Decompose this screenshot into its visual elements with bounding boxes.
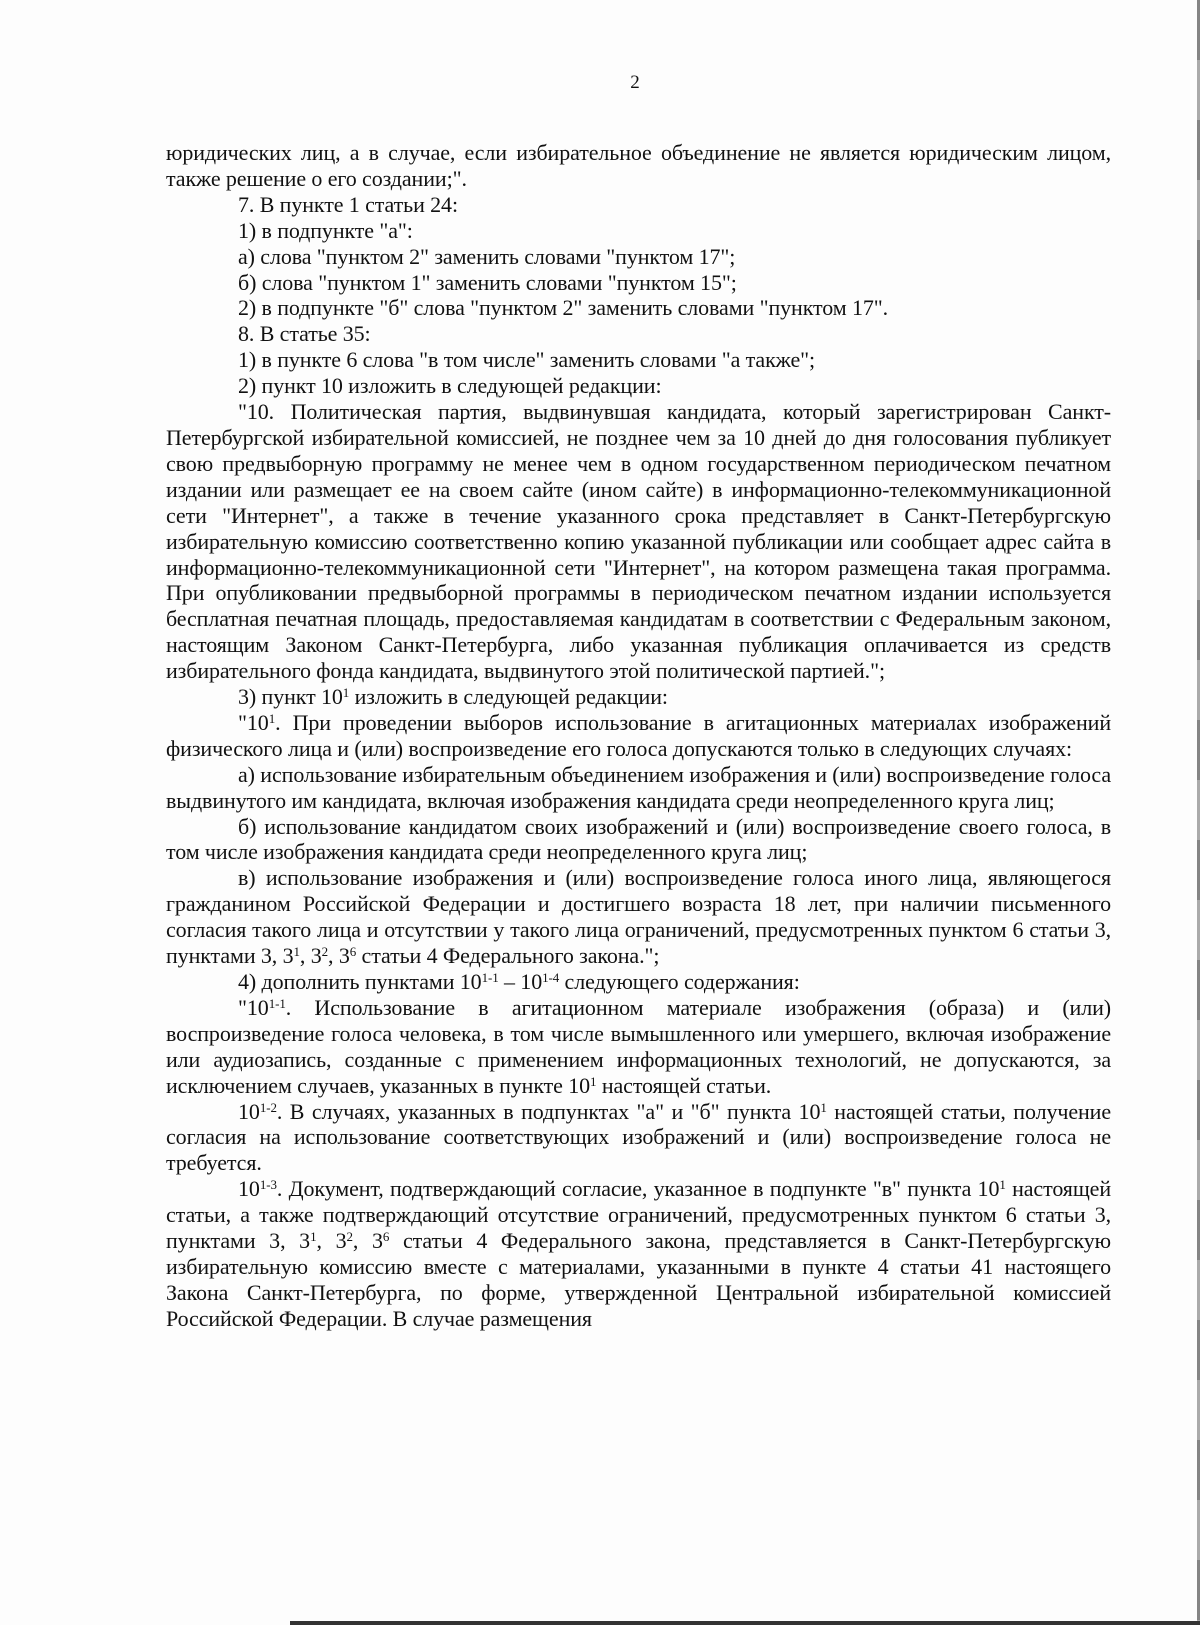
paragraph-text: статьи 4 Федерального закона.";: [356, 943, 660, 969]
paragraph: [166, 710, 1111, 762]
superscript: 1-4: [542, 970, 560, 985]
superscript: 2: [321, 944, 329, 960]
paragraph: [166, 762, 1111, 814]
paragraph: [166, 399, 1111, 684]
superscript: 1-3: [259, 1177, 277, 1193]
paragraph: [166, 1176, 1111, 1331]
superscript: 1: [342, 685, 350, 701]
paragraph: [166, 865, 1111, 969]
paragraph: [166, 295, 1111, 321]
document-body: [166, 140, 1111, 1332]
paragraph: [166, 218, 1111, 244]
superscript: 1: [590, 1073, 597, 1089]
paragraph-text: 10: [238, 1098, 260, 1124]
paragraph-text: , 3: [328, 943, 350, 969]
paragraph-text: настоящей статьи.: [596, 1072, 772, 1098]
paragraph-text: а) использование избирательным объединением изображения и (или) воспроизведение голоса выдвинутого им кандидата, включая изображения кандидата среди неопределенного круга лиц;: [166, 761, 1111, 813]
paragraph-text: 1) в пункте 6 слова "в том числе" заменить словами "а также";: [238, 347, 816, 373]
paragraph-text: 2) в подпункте "б" слова "пунктом 2" заменить словами "пунктом 17".: [238, 295, 889, 321]
paragraph-text: юридических лиц, а в случае, если избирательное объединение не является юридическим лицом, также решение о его создании;".: [166, 140, 1111, 191]
paragraph-text: – 10: [498, 969, 543, 994]
superscript: 6: [382, 1229, 390, 1245]
paragraph-text: 2) пункт 10 изложить в следующей редакции:: [238, 373, 662, 399]
superscript: 1: [293, 944, 300, 960]
superscript: 1-2: [259, 1099, 277, 1115]
superscript: 1: [999, 1177, 1006, 1193]
paragraph-text: следующего содержания:: [559, 969, 800, 994]
superscript: 1: [310, 1229, 317, 1245]
superscript: 1: [268, 710, 276, 726]
paragraph-text: "10: [238, 994, 269, 1020]
paragraph: [166, 995, 1111, 1099]
paragraph: [166, 969, 1111, 995]
paragraph: [166, 244, 1111, 270]
paragraph-text: , 3: [299, 943, 322, 969]
paragraph-text: б) слова "пунктом 1" заменить словами "пунктом 15";: [238, 269, 737, 295]
superscript: 2: [346, 1229, 353, 1245]
paragraph-text: "10. Политическая партия, выдвинувшая кандидата, который зарегистрирован Санкт-Петербургской избирательной комиссией, не позднее чем за 10 дней до дня голосования публикует свою предвыборную программу не менее чем в одном государственном периодическом печатном издании или размещает ее на своем сайте (ином сайте) в информационно-телекоммуникационной сети "Интернет", а также в течение указанного срока представляет в Санкт-Петербургскую избирательную комиссию соответственно копию указанной публикации или сообщает адрес сайта в информационно-телекоммуникационной сети "Интернет", на котором размещена такая программа. При опубликовании предвыборной программы в периодическом печатном издании используется бесплатная печатная площадь, предоставляемая кандидатам в соответствии с Федеральным законом, настоящим Законом Санкт-Петербурга, либо указанная публикация оплачивается из средств избирательного фонда кандидата, выдвинутого этой политической партией.";: [166, 399, 1111, 684]
paragraph-text: 10: [238, 1176, 260, 1202]
paragraph: [166, 321, 1111, 347]
superscript: 1-1: [481, 970, 499, 985]
paragraph-text: , 3: [316, 1228, 347, 1254]
page-number: 2: [630, 72, 640, 93]
paragraph-text: настоящей статьи, получение согласия на использование соответствующих изображений и (или) воспроизведение голоса не требуется.: [166, 1098, 1111, 1176]
paragraph-text: 8. В статье 35:: [238, 321, 371, 347]
paragraph: [166, 270, 1111, 296]
paragraph-text: статьи 4 Федерального закона, представляется в Санкт-Петербургскую избирательную комиссию вместе с материалами, указанными в пункте 4 статьи 41 настоящего Закона Санкт-Петербурга, по форме, утвержденной Центральной избирательной комиссией Российской Федерации. В случае размещения: [166, 1228, 1112, 1331]
superscript: 1: [820, 1099, 827, 1115]
paragraph-text: . Документ, подтверждающий согласие, указанное в подпункте "в" пункта 10: [276, 1176, 1000, 1202]
paragraph-text: настоящей статьи, а также подтверждающий отсутствие ограничений, предусмотренных пунктом 6 статьи 3, пунктами 3, 3: [166, 1176, 1111, 1254]
paragraph: [166, 192, 1111, 218]
paragraph: [166, 347, 1111, 373]
paragraph-text: 1) в подпункте "а":: [238, 217, 413, 243]
scan-bottom-edge: [290, 1621, 1200, 1625]
paragraph-text: 7. В пункте 1 статьи 24:: [238, 191, 458, 217]
paragraph-text: б) использование кандидатом своих изображений и (или) воспроизведение своего голоса, в том числе изображения кандидата среди неопределенного круга лиц;: [166, 813, 1111, 865]
paragraph: [166, 373, 1111, 399]
paragraph: [166, 814, 1111, 866]
paragraph: [166, 1099, 1111, 1177]
paragraph: [166, 140, 1111, 192]
paragraph-text: 3) пункт 10: [238, 684, 343, 710]
paragraph-text: 4) дополнить пунктами 10: [238, 969, 482, 994]
superscript: 1-1: [268, 995, 286, 1011]
paragraph-text: . В случаях, указанных в подпунктах "а" и "б" пункта 10: [276, 1098, 821, 1124]
paragraph-text: , 3: [352, 1228, 383, 1254]
paragraph-text: в) использование изображения и (или) воспроизведение голоса иного лица, являющегося гражданином Российской Федерации и достигшего возраста 18 лет, при наличии письменного согласия такого лица и отсутствии у такого лица ограничений, предусмотренных пунктом 6 статьи 3, пунктами 3, 3: [166, 865, 1111, 969]
paragraph-text: а) слова "пунктом 2" заменить словами "пунктом 17";: [238, 243, 736, 269]
paragraph-text: . При проведении выборов использование в агитационных материалах изображений физического лица и (или) воспроизведение его голоса допускаются только в следующих случаях:: [166, 709, 1111, 761]
superscript: 6: [349, 944, 357, 960]
paragraph-text: . Использование в агитационном материале изображения (образа) и (или) воспроизведение голоса человека, в том числе вымышленного или умершего, включая изображение или аудиозапись, созданные с применением информационных технологий, не допускаются, за исключением случаев, указанных в пункте 10: [166, 994, 1111, 1098]
paragraph: [166, 684, 1111, 710]
paragraph-text: "10: [238, 709, 269, 735]
paragraph-text: изложить в следующей редакции:: [349, 684, 668, 710]
